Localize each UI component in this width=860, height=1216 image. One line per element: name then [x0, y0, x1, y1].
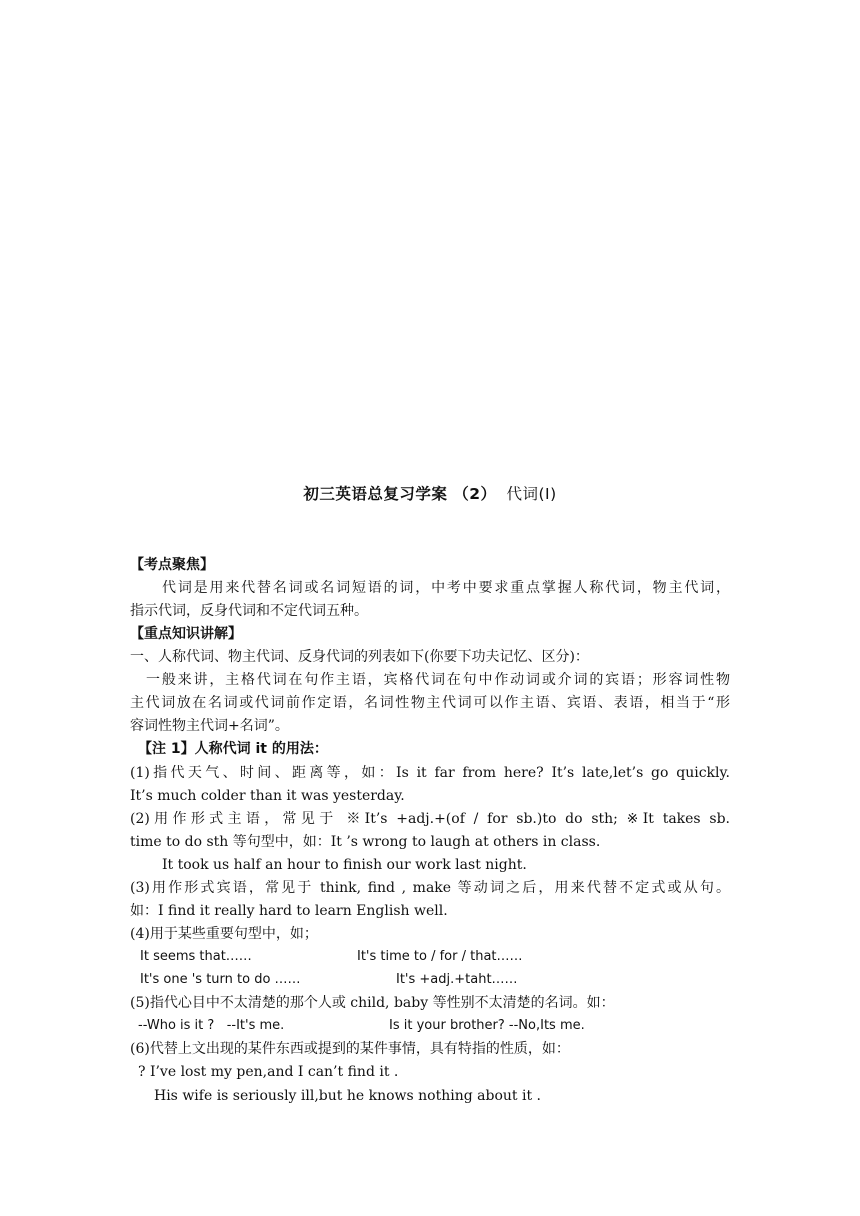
paragraph-text: It took us half an hour to finish our work last night.: [162, 857, 527, 873]
paragraph-text: time to do sth 等句型中，如：It ’s wrong to laugh at others in class.: [130, 834, 601, 850]
paragraph-text: It’s much colder than it was yesterday.: [130, 788, 405, 804]
paragraph-text: (2)用作形式主语，常见于 ※It’s +adj.+(of / for sb.)to do sth; ※It takes sb.: [130, 811, 730, 827]
note-heading: 【注 1】人称代词 it 的用法：: [138, 741, 328, 757]
title-sub: 代词(Ⅰ): [506, 485, 557, 503]
paragraph-text: (3)用作形式宾语，常见于 think, find , make 等动词之后，用来代替不定式或从句。: [130, 880, 730, 896]
paragraph-text: 主代词放在名词或代词前作定语，名词性物主代词可以作主语、宾语、表语，相当于“形: [130, 695, 730, 711]
section-heading-focus: 【考点聚焦】: [130, 557, 214, 573]
pattern-text: It's one 's turn to do ……: [140, 972, 301, 987]
paragraph-text: 容词性物主代词+名词”。: [130, 718, 289, 734]
page-title: [0, 482, 860, 504]
paragraph-text: (6)代替上文出现的某件东西或提到的某件事情，具有特指的性质，如：: [130, 1041, 570, 1057]
paragraph-text: 代词是用来代替名词或名词短语的词，中考中要求重点掌握人称代词，物主代词，: [162, 580, 730, 596]
dialogue-text: Is it your brother? --No,Its me.: [389, 1018, 585, 1033]
paragraph-text: (5)指代心目中不太清楚的那个人或 child, baby 等性别不太清楚的名词。如：: [130, 995, 615, 1011]
example-text: ? I’ve lost my pen,and I can’t find it .: [138, 1064, 399, 1080]
paragraph-text: (4)用于某些重要句型中，如；: [130, 926, 318, 942]
pattern-text: It's +adj.+taht……: [396, 972, 518, 987]
paragraph-text: 指示代词，反身代词和不定代词五种。: [130, 603, 368, 619]
section-heading-key: 【重点知识讲解】: [130, 626, 242, 642]
pattern-text: It's time to / for / that……: [357, 949, 523, 964]
dialogue-text: --Who is it ? --It's me.: [138, 1018, 285, 1033]
paragraph-text: 一、人称代词、物主代词、反身代词的列表如下(你要下功夫记忆、区分)：: [130, 649, 589, 665]
paragraph-text: (1)指代天气、时间、距离等，如：Is it far from here? It’s late,let’s go quickly.: [130, 765, 730, 781]
paragraph-text: 如：I find it really hard to learn English well.: [130, 903, 448, 919]
title-main: 初三英语总复习学案 （2）: [303, 485, 497, 503]
pattern-text: It seems that……: [140, 949, 252, 964]
example-text: His wife is seriously ill,but he knows nothing about it .: [154, 1088, 541, 1104]
paragraph-text: 一般来讲，主格代词在句作主语，宾格代词在句中作动词或介词的宾语；形容词性物: [146, 672, 730, 688]
